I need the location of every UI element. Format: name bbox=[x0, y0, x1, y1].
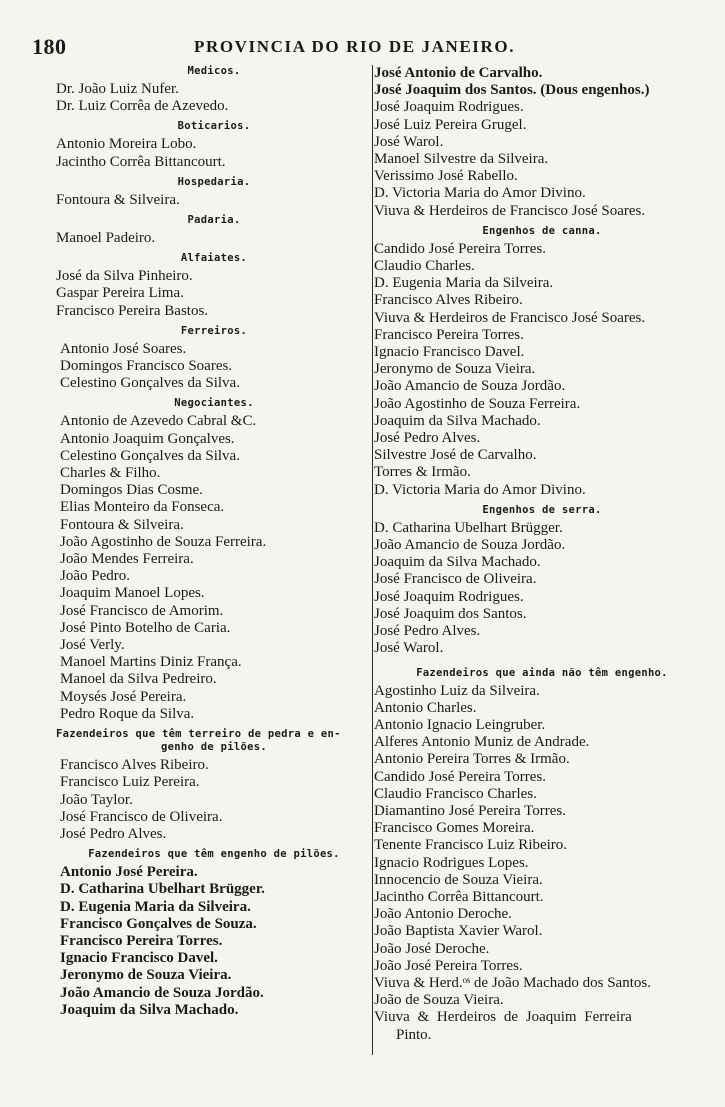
list-item: Francisco Alves Ribeiro. bbox=[374, 292, 523, 309]
section-heading: Fazendeiros que têm engenho de pilões. bbox=[88, 848, 340, 861]
list-item: João Taylor. bbox=[60, 791, 133, 808]
list-item: Elias Monteiro da Fonseca. bbox=[60, 499, 225, 516]
section-heading: Padaria. bbox=[187, 214, 241, 227]
list-item: José Pedro Alves. bbox=[60, 825, 167, 842]
list-item: Antonio Joaquim Gonçalves. bbox=[60, 430, 235, 447]
list-item: Pedro Roque da Silva. bbox=[60, 705, 195, 722]
list-item: Viuva & Herd.ᵒˢ de João Machado dos Santos. bbox=[374, 974, 651, 991]
list-item: Charles & Filho. bbox=[60, 465, 161, 482]
list-item: João Mendes Ferreira. bbox=[60, 551, 194, 568]
section-list bbox=[374, 520, 710, 658]
section-list bbox=[56, 413, 372, 723]
list-item: Joaquim da Silva Machado. bbox=[374, 554, 541, 571]
section-list bbox=[374, 65, 710, 99]
list-item: Joaquim da Silva Machado. bbox=[374, 412, 541, 429]
section-heading: Ferreiros. bbox=[180, 324, 248, 337]
right-column bbox=[374, 65, 710, 1044]
section-heading: Negociantes. bbox=[174, 397, 254, 410]
list-item: D. Victoria Maria do Amor Divino. bbox=[374, 481, 586, 498]
list-item: Pinto. bbox=[396, 1026, 432, 1043]
list-item: Celestino Gonçalves da Silva. bbox=[60, 375, 240, 392]
column-divider bbox=[372, 65, 373, 1055]
list-item: João Antonio Deroche. bbox=[374, 906, 512, 923]
list-item: Verissimo José Rabello. bbox=[374, 168, 518, 185]
list-item: D. Eugenia Maria da Silveira. bbox=[60, 898, 251, 915]
list-item: Manoel da Silva Pedreiro. bbox=[60, 671, 217, 688]
list-item: José Joaquim Rodrigues. bbox=[374, 99, 524, 116]
section-list bbox=[374, 99, 710, 219]
list-item: Jacintho Corrêa Bittancourt. bbox=[56, 153, 226, 170]
list-item: Jeronymo de Souza Vieira. bbox=[374, 361, 536, 378]
list-item: D. Eugenia Maria da Silveira. bbox=[374, 275, 554, 292]
list-item: José Antonio de Carvalho. bbox=[374, 65, 543, 81]
list-item: Alferes Antonio Muniz de Andrade. bbox=[374, 734, 590, 751]
page-title: PROVINCIA DO RIO DE JANEIRO. bbox=[194, 37, 516, 56]
list-item: José Pinto Botelho de Caria. bbox=[60, 619, 231, 636]
list-item: Diamantino José Pereira Torres. bbox=[374, 802, 566, 819]
list-item: Fontoura & Silveira. bbox=[56, 191, 180, 208]
section-list bbox=[56, 864, 372, 1019]
section-heading: Engenhos de serra. bbox=[482, 503, 602, 516]
list-item: Antonio Charles. bbox=[374, 699, 477, 716]
list-item: João José Deroche. bbox=[374, 940, 490, 957]
list-item: José Verly. bbox=[60, 637, 125, 654]
list-item: Agostinho Luiz da Silveira. bbox=[374, 682, 540, 699]
list-item: Torres & Irmão. bbox=[374, 464, 471, 481]
section-heading-line: Fazendeiros que têm terreiro de pedra e en- bbox=[56, 728, 341, 741]
section-heading: Hospedaria. bbox=[177, 175, 251, 188]
section-list bbox=[56, 230, 372, 247]
list-item: José Joaquim Rodrigues. bbox=[374, 588, 524, 605]
list-item: José Warol. bbox=[374, 133, 444, 150]
list-item: Jacintho Corrêa Bittancourt. bbox=[374, 888, 544, 905]
list-item: Innocencio de Souza Vieira. bbox=[374, 871, 543, 888]
list-item: Antonio Pereira Torres & Irmão. bbox=[374, 751, 570, 768]
list-item: Francisco Gomes Moreira. bbox=[374, 820, 535, 837]
list-item: Claudio Charles. bbox=[374, 258, 475, 275]
list-item: Candido José Pereira Torres. bbox=[374, 240, 546, 257]
running-header bbox=[32, 34, 572, 60]
section-list bbox=[374, 683, 710, 1044]
section-heading bbox=[56, 728, 372, 754]
list-item: José da Silva Pinheiro. bbox=[56, 268, 193, 285]
list-item: Dr. João Luiz Nufer. bbox=[56, 81, 179, 97]
list-item: João Amancio de Souza Jordão. bbox=[60, 984, 264, 1001]
list-item: Ignacio Francisco Davel. bbox=[60, 950, 218, 967]
section-list bbox=[374, 241, 710, 499]
list-item: Manoel Padeiro. bbox=[56, 230, 156, 247]
section-list bbox=[56, 757, 372, 843]
list-item: João José Pereira Torres. bbox=[374, 957, 523, 974]
list-item: Joaquim Manoel Lopes. bbox=[60, 585, 205, 602]
section-list bbox=[56, 268, 372, 320]
list-item: José Joaquim dos Santos. bbox=[374, 605, 527, 622]
list-item: José Luiz Pereira Grugel. bbox=[374, 116, 527, 133]
list-item: Viuva & Herdeiros de Francisco José Soares. bbox=[374, 309, 646, 326]
list-item: João Amancio de Souza Jordão. bbox=[374, 378, 566, 395]
list-item: Candido José Pereira Torres. bbox=[374, 768, 546, 785]
list-item: Viuva & Herdeiros de Francisco José Soares. bbox=[374, 202, 646, 219]
list-item: Ignacio Francisco Davel. bbox=[374, 344, 525, 361]
list-item: Domingos Francisco Soares. bbox=[60, 358, 233, 375]
list-item: José Warol. bbox=[374, 640, 444, 657]
list-item: Francisco Alves Ribeiro. bbox=[60, 757, 209, 774]
list-item: Francisco Pereira Torres. bbox=[374, 326, 524, 343]
list-item: Claudio Francisco Charles. bbox=[374, 785, 537, 802]
page-number: 180 bbox=[32, 34, 67, 59]
list-item: Francisco Luiz Pereira. bbox=[60, 774, 200, 791]
list-item: João de Souza Vieira. bbox=[374, 992, 504, 1009]
list-item: João Agostinho de Souza Ferreira. bbox=[60, 533, 267, 550]
section-heading: Boticarios. bbox=[177, 120, 251, 133]
list-item: Celestino Gonçalves da Silva. bbox=[60, 447, 240, 464]
list-item: Domingos Dias Cosme. bbox=[60, 482, 203, 499]
list-item: Dr. Luiz Corrêa de Azevedo. bbox=[56, 98, 229, 115]
list-item: Jeronymo de Souza Vieira. bbox=[60, 967, 232, 984]
list-item: Antonio José Soares. bbox=[60, 340, 187, 357]
left-column bbox=[56, 65, 372, 1019]
list-item: Joaquim da Silva Machado. bbox=[60, 1001, 239, 1018]
list-item: Moysés José Pereira. bbox=[60, 688, 187, 705]
list-item: D. Victoria Maria do Amor Divino. bbox=[374, 185, 586, 202]
list-item: João Agostinho de Souza Ferreira. bbox=[374, 395, 581, 412]
list-item: Manoel Martins Diniz França. bbox=[60, 654, 242, 671]
list-item: Francisco Pereira Torres. bbox=[60, 932, 223, 949]
list-item: D. Catharina Ubelhart Brügger. bbox=[374, 519, 563, 536]
list-item: José Francisco de Oliveira. bbox=[374, 571, 537, 588]
list-item: José Pedro Alves. bbox=[374, 623, 481, 640]
section-list bbox=[56, 192, 372, 209]
section-heading: Medicos. bbox=[187, 65, 241, 77]
list-item: Fontoura & Silveira. bbox=[60, 516, 184, 533]
section-list bbox=[56, 136, 372, 170]
list-item: João Baptista Xavier Warol. bbox=[374, 923, 543, 940]
list-item: João Pedro. bbox=[60, 568, 130, 585]
list-item: Ignacio Rodrigues Lopes. bbox=[374, 854, 529, 871]
list-item: Antonio de Azevedo Cabral &C. bbox=[60, 413, 257, 430]
list-item: José Francisco de Amorim. bbox=[60, 602, 224, 619]
section-list bbox=[56, 81, 372, 115]
section-heading: Fazendeiros que ainda não têm engenho. bbox=[416, 666, 668, 679]
list-item: D. Catharina Ubelhart Brügger. bbox=[60, 881, 265, 898]
list-item: Antonio Moreira Lobo. bbox=[56, 136, 197, 153]
list-item: Francisco Pereira Bastos. bbox=[56, 302, 209, 319]
list-item: Antonio José Pereira. bbox=[60, 864, 198, 881]
list-item: Francisco Gonçalves de Souza. bbox=[60, 915, 257, 932]
section-heading-line: genho de pilões. bbox=[161, 741, 267, 754]
list-item: Manoel Silvestre da Silveira. bbox=[374, 151, 549, 168]
list-item: Silvestre José de Carvalho. bbox=[374, 447, 537, 464]
list-item: José Pedro Alves. bbox=[374, 430, 481, 447]
section-heading: Engenhos de canna. bbox=[482, 224, 602, 237]
list-item: José Francisco de Oliveira. bbox=[60, 808, 223, 825]
list-item: José Joaquim dos Santos. (Dous engenhos.) bbox=[374, 82, 650, 99]
list-item: Antonio Ignacio Leingruber. bbox=[374, 716, 546, 733]
list-item: Viuva & Herdeiros de Joaquim Ferreira bbox=[374, 1009, 632, 1026]
section-list bbox=[56, 341, 372, 393]
list-item: João Amancio de Souza Jordão. bbox=[374, 537, 566, 554]
list-item: Gaspar Pereira Lima. bbox=[56, 285, 184, 302]
section-heading: Alfaiates. bbox=[180, 252, 248, 265]
list-item: Tenente Francisco Luiz Ribeiro. bbox=[374, 837, 568, 854]
